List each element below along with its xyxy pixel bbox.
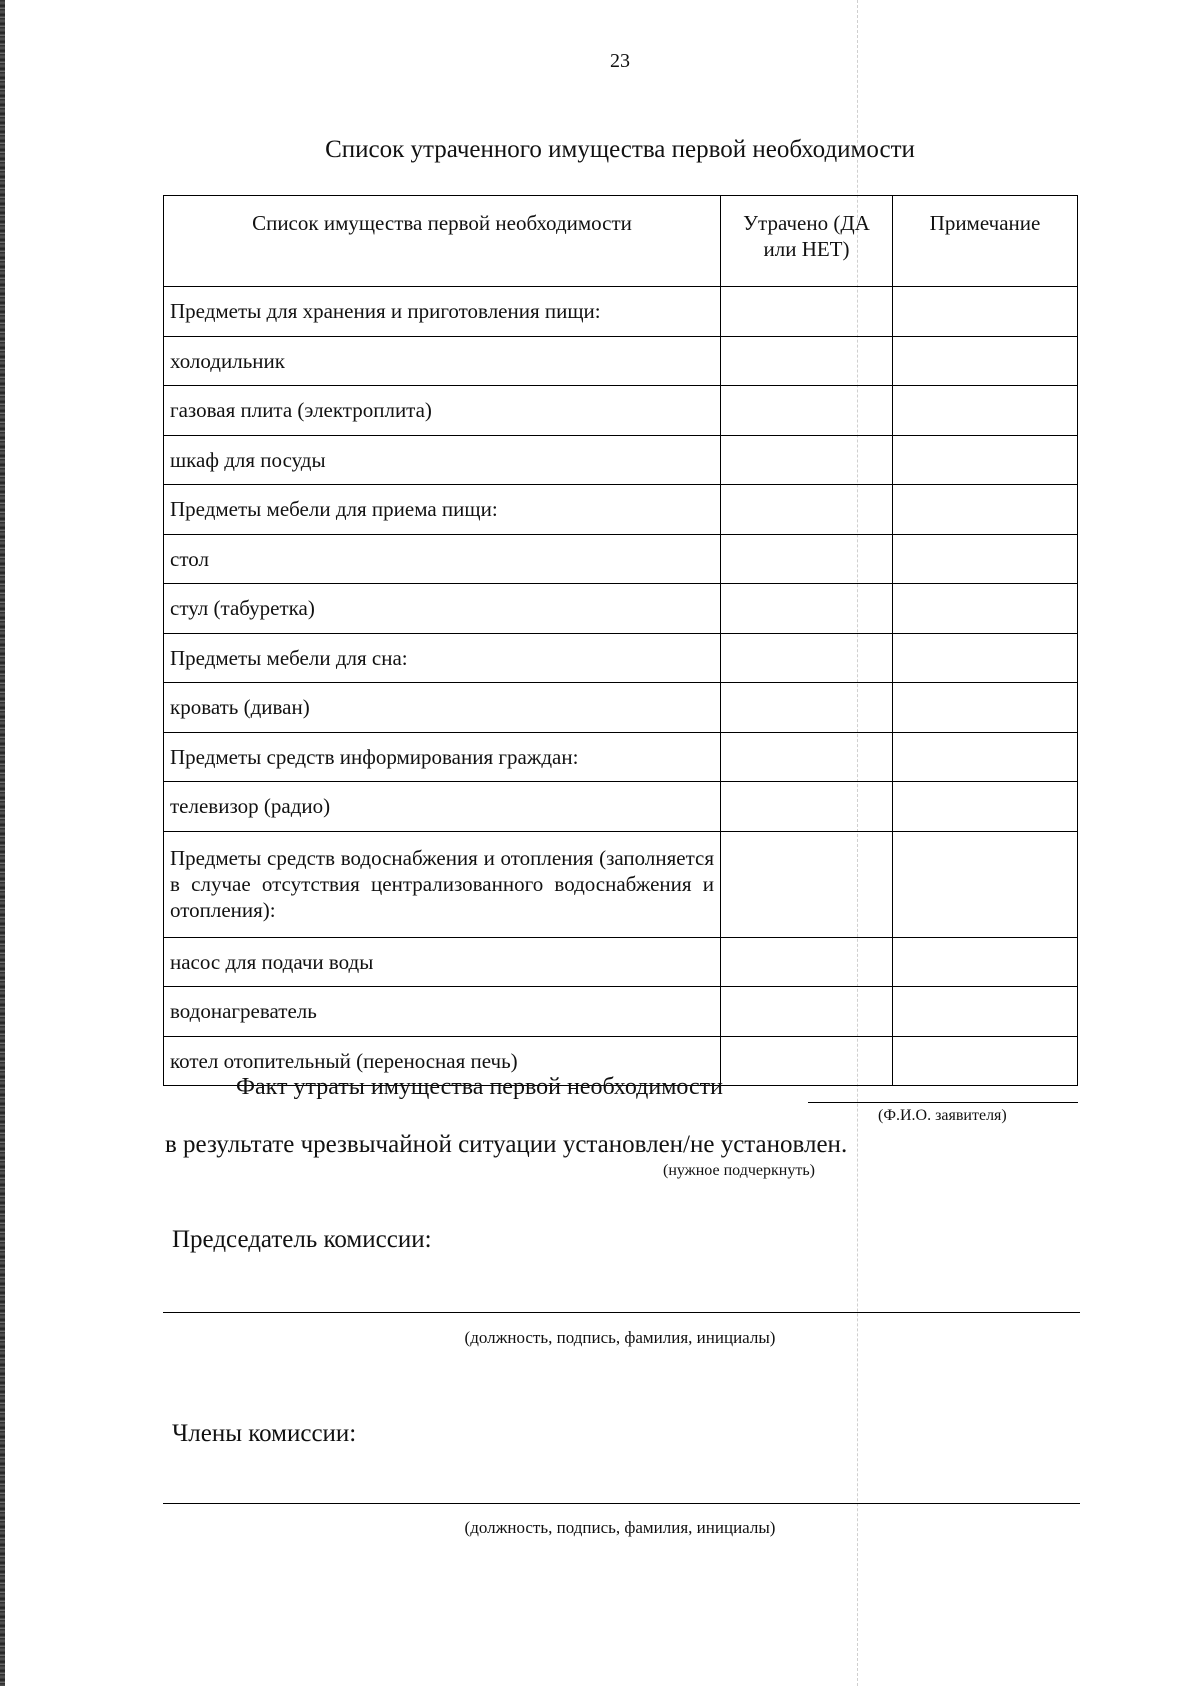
row-label: Предметы средств водоснабжения и отопления (заполняется в случае отсутствия централизованного водоснабжения и отопления): <box>164 831 721 937</box>
row-label: Предметы средств информирования граждан: <box>164 732 721 782</box>
lost-cell[interactable] <box>721 287 893 337</box>
table-row <box>164 386 1078 436</box>
page-number: 23 <box>610 50 630 72</box>
table-row <box>164 584 1078 634</box>
table-row <box>164 633 1078 683</box>
note-cell[interactable] <box>893 987 1078 1037</box>
row-label: стул (табуретка) <box>164 584 721 634</box>
row-label: холодильник <box>164 336 721 386</box>
applicant-name-note: (Ф.И.О. заявителя) <box>878 1107 1007 1124</box>
lost-cell[interactable] <box>721 937 893 987</box>
row-label: кровать (диван) <box>164 683 721 733</box>
lost-cell[interactable] <box>721 1036 893 1086</box>
table-row <box>164 987 1078 1037</box>
page-title: Список утраченного имущества первой необходимости <box>325 136 915 163</box>
note-cell[interactable] <box>893 732 1078 782</box>
table-row <box>164 534 1078 584</box>
chairman-label: Председатель комиссии: <box>172 1226 432 1253</box>
lost-cell[interactable] <box>721 683 893 733</box>
table-row <box>164 937 1078 987</box>
members-label: Члены комиссии: <box>172 1420 357 1447</box>
lost-cell[interactable] <box>721 485 893 535</box>
lost-cell[interactable] <box>721 831 893 937</box>
note-cell[interactable] <box>893 336 1078 386</box>
note-cell[interactable] <box>893 584 1078 634</box>
note-cell[interactable] <box>893 782 1078 832</box>
row-label: стол <box>164 534 721 584</box>
note-cell[interactable] <box>893 683 1078 733</box>
lost-cell[interactable] <box>721 782 893 832</box>
lost-cell[interactable] <box>721 435 893 485</box>
table-row <box>164 435 1078 485</box>
note-cell[interactable] <box>893 435 1078 485</box>
note-cell[interactable] <box>893 534 1078 584</box>
lost-cell[interactable] <box>721 633 893 683</box>
header-lost: Утрачено (ДА или НЕТ) <box>721 196 893 287</box>
lost-cell[interactable] <box>721 336 893 386</box>
applicant-name-field[interactable] <box>808 1102 1078 1103</box>
underline-note: (нужное подчеркнуть) <box>663 1162 815 1179</box>
row-label: Предметы мебели для приема пищи: <box>164 485 721 535</box>
header-property-list: Список имущества первой необходимости <box>164 196 721 287</box>
row-label: водонагреватель <box>164 987 721 1037</box>
row-label: Предметы для хранения и приготовления пищи: <box>164 287 721 337</box>
table-row <box>164 831 1078 937</box>
chairman-signature-note: (должность, подпись, фамилия, инициалы) <box>464 1328 776 1347</box>
note-cell[interactable] <box>893 937 1078 987</box>
table-header-row <box>164 196 1078 287</box>
members-signature-note: (должность, подпись, фамилия, инициалы) <box>464 1518 776 1537</box>
table-row <box>164 287 1078 337</box>
row-label: шкаф для посуды <box>164 435 721 485</box>
note-cell[interactable] <box>893 485 1078 535</box>
table-row <box>164 336 1078 386</box>
lost-cell[interactable] <box>721 584 893 634</box>
header-note: Примечание <box>893 196 1078 287</box>
note-cell[interactable] <box>893 1036 1078 1086</box>
note-cell[interactable] <box>893 287 1078 337</box>
property-table <box>163 195 1078 1086</box>
note-cell[interactable] <box>893 831 1078 937</box>
lost-cell[interactable] <box>721 534 893 584</box>
table-row <box>164 485 1078 535</box>
table-row <box>164 683 1078 733</box>
row-label: насос для подачи воды <box>164 937 721 987</box>
lost-cell[interactable] <box>721 987 893 1037</box>
chairman-signature-line[interactable] <box>163 1312 1080 1313</box>
members-signature-line[interactable] <box>163 1503 1080 1504</box>
table-row <box>164 782 1078 832</box>
result-statement: в результате чрезвычайной ситуации установлен/не установлен. <box>165 1131 848 1158</box>
fact-statement: Факт утраты имущества первой необходимости <box>236 1074 723 1100</box>
lost-cell[interactable] <box>721 732 893 782</box>
table-row <box>164 732 1078 782</box>
row-label: Предметы мебели для сна: <box>164 633 721 683</box>
note-cell[interactable] <box>893 633 1078 683</box>
row-label: котел отопительный (переносная печь) <box>164 1036 721 1086</box>
note-cell[interactable] <box>893 386 1078 436</box>
scan-edge <box>0 0 5 1686</box>
row-label: газовая плита (электроплита) <box>164 386 721 436</box>
row-label: телевизор (радио) <box>164 782 721 832</box>
lost-cell[interactable] <box>721 386 893 436</box>
